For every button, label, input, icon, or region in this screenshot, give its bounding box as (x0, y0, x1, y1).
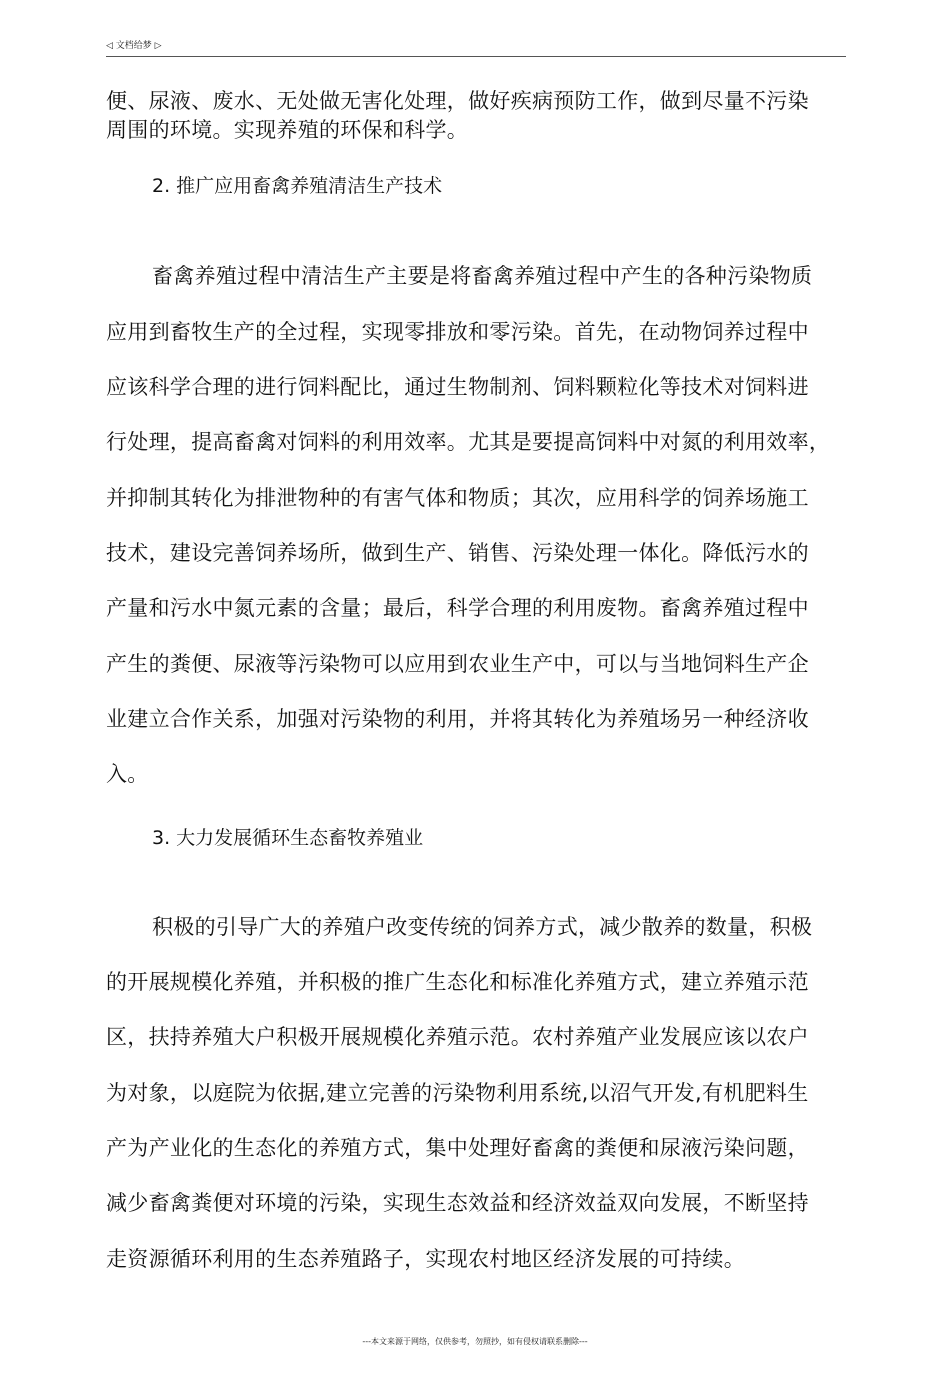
body-line: 畜禽养殖过程中清洁生产主要是将畜禽养殖过程中产生的各种污染物质 (152, 264, 813, 288)
body-line: 区，扶持养殖大户积极开展规模化养殖示范。农村养殖产业发展应该以农户 (106, 1025, 809, 1049)
body-line: 走资源循环利用的生态养殖路子，实现农村地区经济发展的可持续。 (106, 1247, 745, 1271)
page-header (106, 40, 846, 57)
body-line: 应用到畜牧生产的全过程，实现零排放和零污染。首先，在动物饲养过程中 (106, 320, 809, 344)
page-footer: ---本文来源于网络，仅供参考，勿照抄，如有侵权请联系删除--- (362, 1337, 588, 1346)
body-line: 入。 (106, 762, 149, 786)
body-line: 技术，建设完善饲养场所，做到生产、销售、污染处理一体化。降低污水的 (106, 541, 809, 565)
body-line: 产为产业化的生态化的养殖方式，集中处理好畜禽的粪便和尿液污染问题， (106, 1136, 809, 1160)
section-heading: 3. 大力发展循环生态畜牧养殖业 (152, 827, 424, 849)
body-line: 便、尿液、废水、无处做无害化处理，做好疾病预防工作，做到尽量不污染 (106, 89, 809, 113)
body-line: 并抑制其转化为排泄物种的有害气体和物质；其次，应用科学的饲养场施工 (106, 486, 809, 510)
body-line: 产生的粪便、尿液等污染物可以应用到农业生产中，可以与当地饲料生产企 (106, 652, 809, 676)
body-line: 减少畜禽粪便对环境的污染，实现生态效益和经济效益双向发展，不断坚持 (106, 1191, 809, 1215)
body-line: 为对象，以庭院为依据,建立完善的污染物利用系统,以沼气开发,有机肥料生 (106, 1081, 809, 1105)
body-line: 业建立合作关系，加强对污染物的利用，并将其转化为养殖场另一种经济收 (106, 707, 809, 731)
header-mark: ◁ 文档给梦 ▷ (106, 41, 162, 51)
body-line: 积极的引导广大的养殖户改变传统的饲养方式，减少散养的数量，积极 (152, 915, 813, 939)
body-line: 行处理，提高畜禽对饲料的利用效率。尤其是要提高饲料中对氮的利用效率， (106, 430, 831, 454)
body-line: 产量和污水中氮元素的含量；最后，科学合理的利用废物。畜禽养殖过程中 (106, 596, 809, 620)
body-line: 的开展规模化养殖，并积极的推广生态化和标准化养殖方式，建立养殖示范 (106, 970, 809, 994)
section-heading: 2. 推广应用畜禽养殖清洁生产技术 (152, 175, 443, 197)
body-line: 应该科学合理的进行饲料配比，通过生物制剂、饲料颗粒化等技术对饲料进 (106, 375, 809, 399)
body-line: 周围的环境。实现养殖的环保和科学。 (106, 118, 469, 142)
